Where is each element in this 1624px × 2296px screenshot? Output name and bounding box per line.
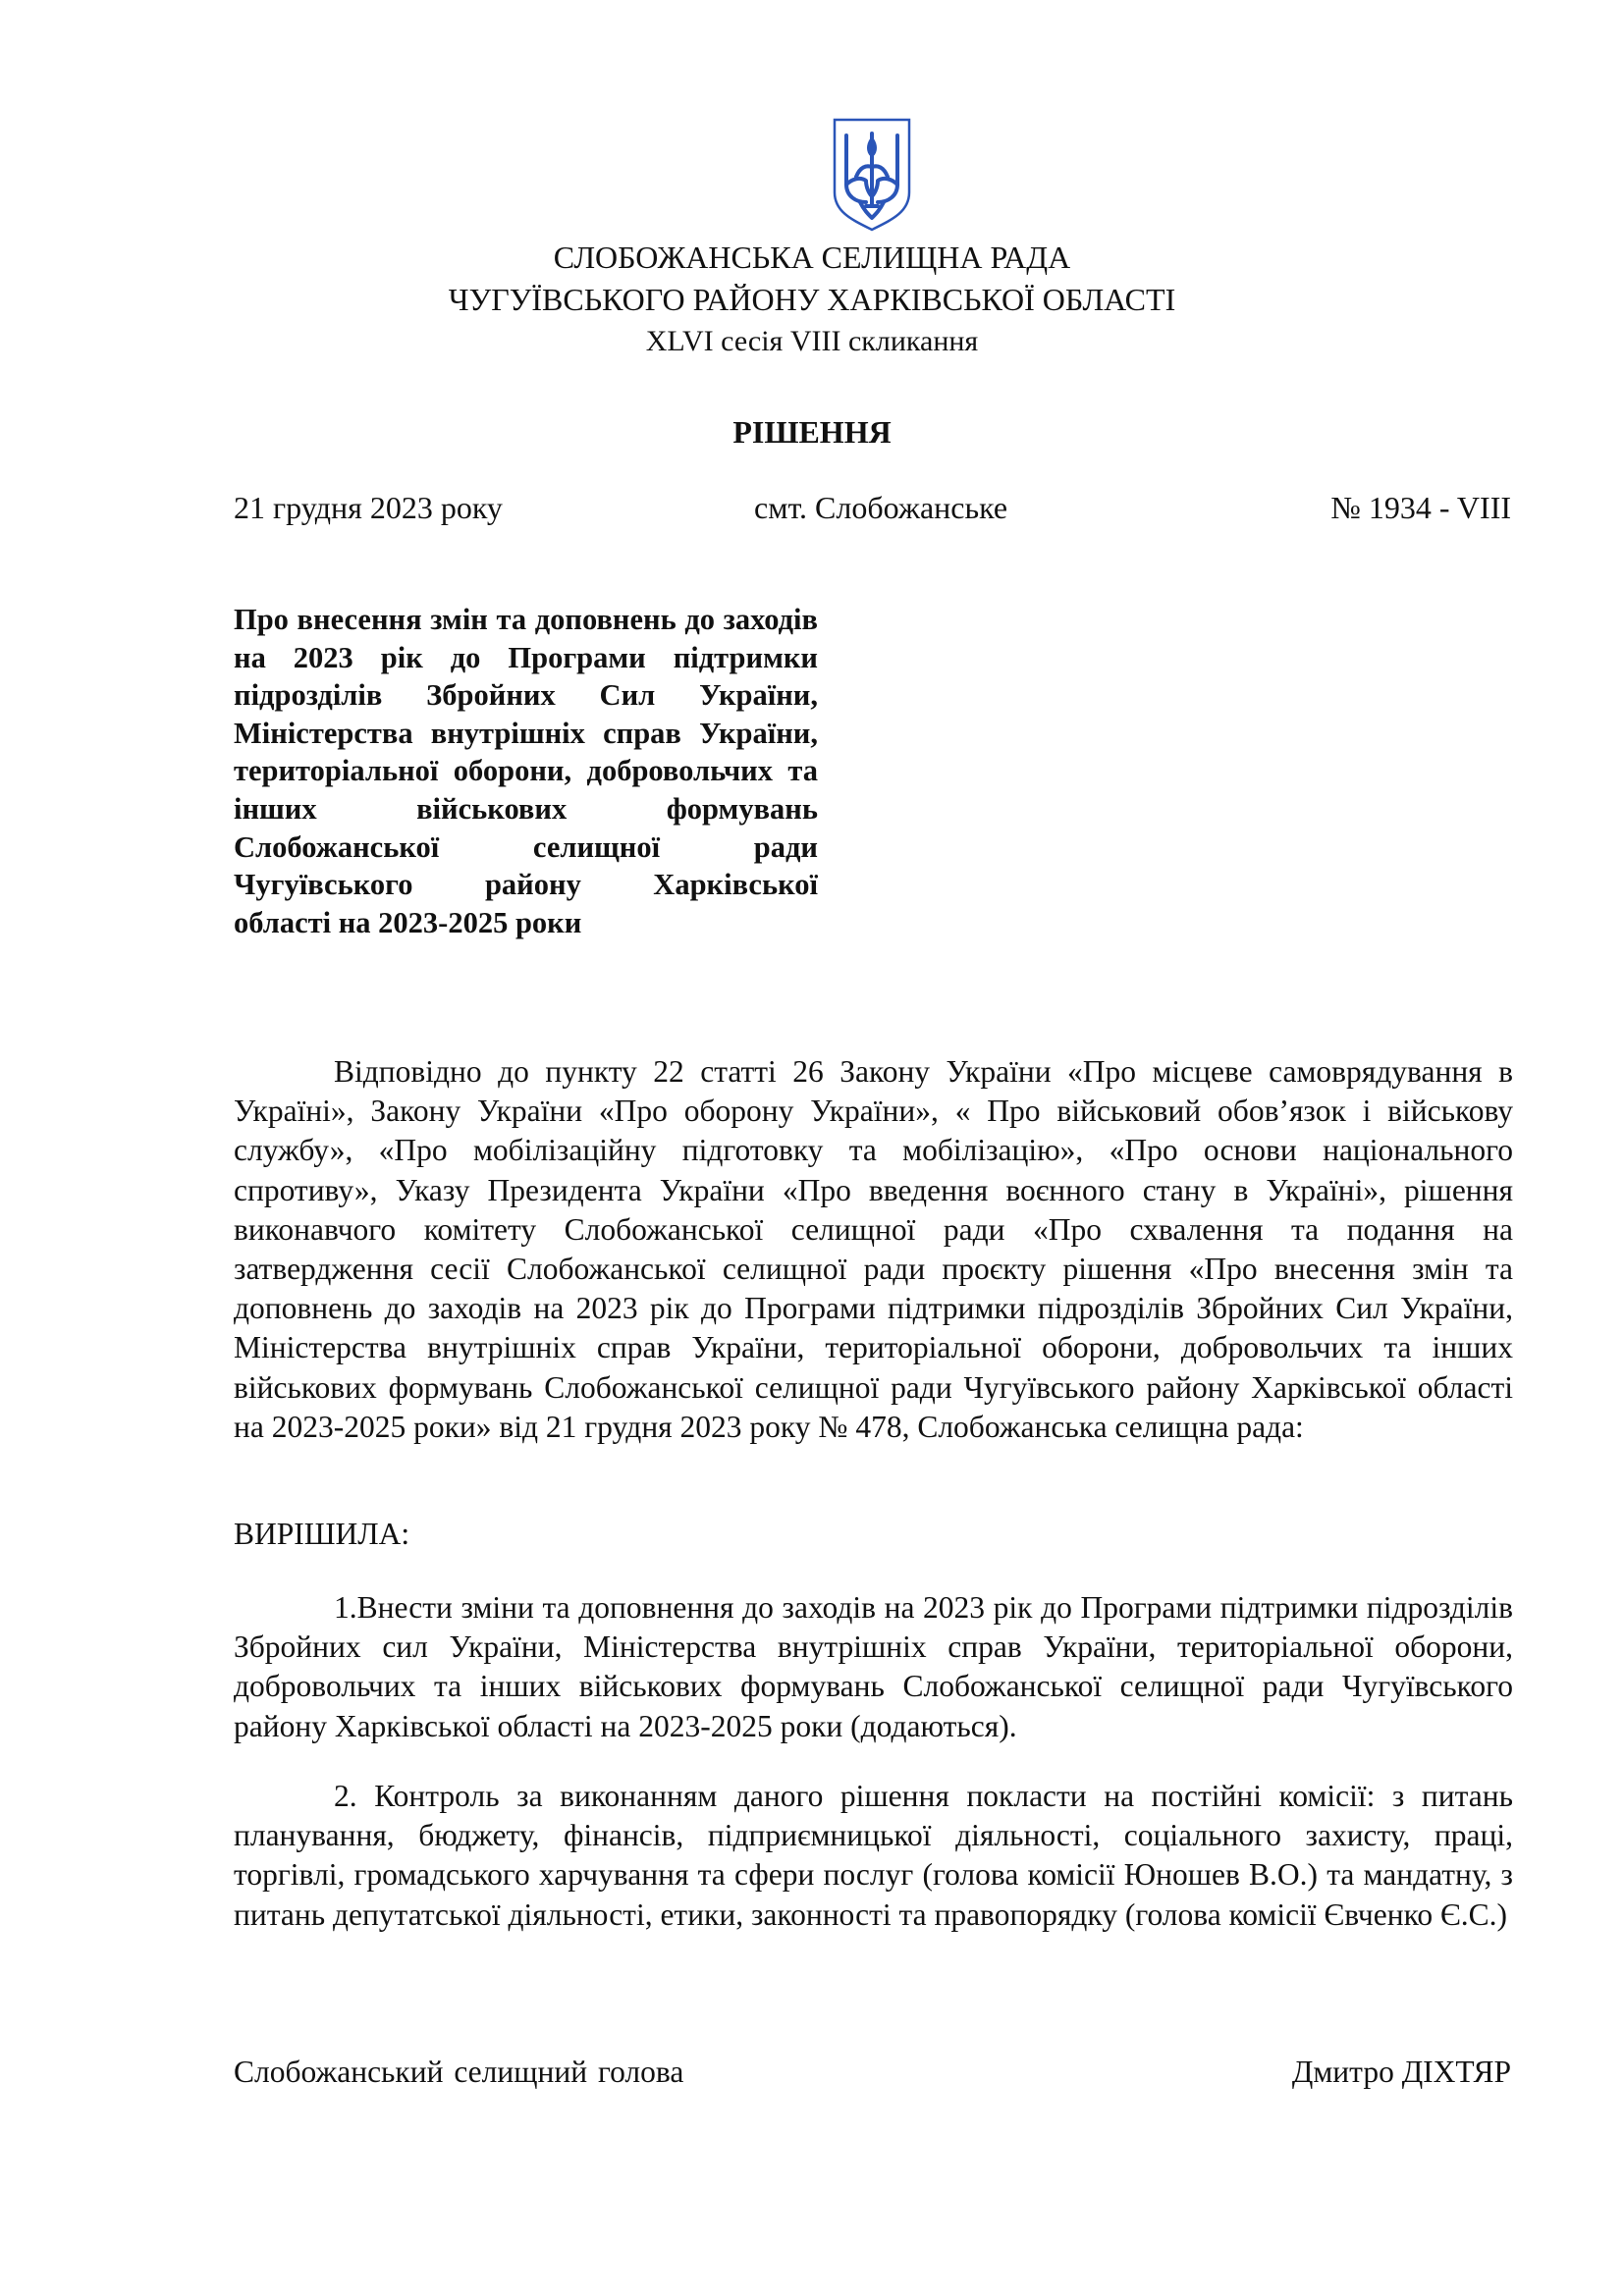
resolution-item-2: 2. Контроль за виконанням даного рішення покласти на постійні комісії: з питань планування, бюджету, фінансів, підприємницької діяльності, соціального захисту, праці, торгівлі, громадського харчування та сфери послуг (голова комісії Юношев В.О.) та мандатну, з питань депутатської діяльності, етики, законності та правопорядку (голова комісії Євченко Є.С.) (234, 1779, 1513, 1932)
session-info: XLVI сесія VIII скликання (645, 325, 979, 357)
decision-subject-main: Про внесення змін та доповнень до заходів на 2023 рік до Програми підтримки підрозділів Збройних Сил України, Міністерства внутрішніх справ України, територіальної оборони, добровольчих та інших військових формувань Слобожанської селищної ради Чугуївського району Харківської (234, 603, 818, 902)
trident-coat-of-arms-icon (831, 116, 913, 232)
document-type-title: РІШЕННЯ (732, 414, 892, 450)
signatory-name: Дмитро ДІХТЯР (1291, 2055, 1511, 2089)
decision-subject (234, 601, 818, 941)
decision-number: № 1934 - VIII (1330, 490, 1511, 525)
decision-subject-last-line: області на 2023-2025 роки (234, 905, 582, 939)
resolution-item-1: 1.Внести зміни та доповнення до заходів на 2023 рік до Програми підтримки підрозділів Збройних сил України, Міністерства внутрішніх справ України, територіальної оборони, добровольчих та інших військових формувань Слобожанської селищної ради Чугуївського району Харківської області на 2023-2025 роки (додаються). (234, 1590, 1513, 1743)
council-name: СЛОБОЖАНСЬКА СЕЛИЩНА РАДА (553, 240, 1071, 275)
decision-place: смт. Слобожанське (754, 490, 1008, 525)
legal-basis-paragraph: Відповідно до пункту 22 статті 26 Закону України «Про місцеве самоврядування в Україні», Закону України «Про оборону України», « Про військовий обов’язок і військову службу», «Про мобілізаційну підготовку та мобілізацію», «Про основи національного спротиву», Указу Президента України «Про введення воєнного стану в Україні», рішення виконавчого комітету Слобожанської селищної ради «Про схвалення та подання на затвердження сесії Слобожанської селищної ради проєкту рішення «Про внесення змін та доповнень до заходів на 2023 рік до Програми підтримки підрозділів Збройних Сил України, Міністерства внутрішніх справ України, територіальної оборони, добровольчих та інших військових формувань Слобожанської селищної ради Чугуївського району Харківської області на 2023-2025 роки» від 21 грудня 2023 року № 478, Слобожанська селищна рада: (234, 1054, 1513, 1444)
signatory-title: Слобожанський селищний голова (234, 2055, 684, 2089)
resolved-heading: ВИРІШИЛА: (234, 1517, 410, 1551)
council-district: ЧУГУЇВСЬКОГО РАЙОНУ ХАРКІВСЬКОЇ ОБЛАСТІ (448, 282, 1176, 317)
decision-date: 21 грудня 2023 року (234, 490, 503, 525)
